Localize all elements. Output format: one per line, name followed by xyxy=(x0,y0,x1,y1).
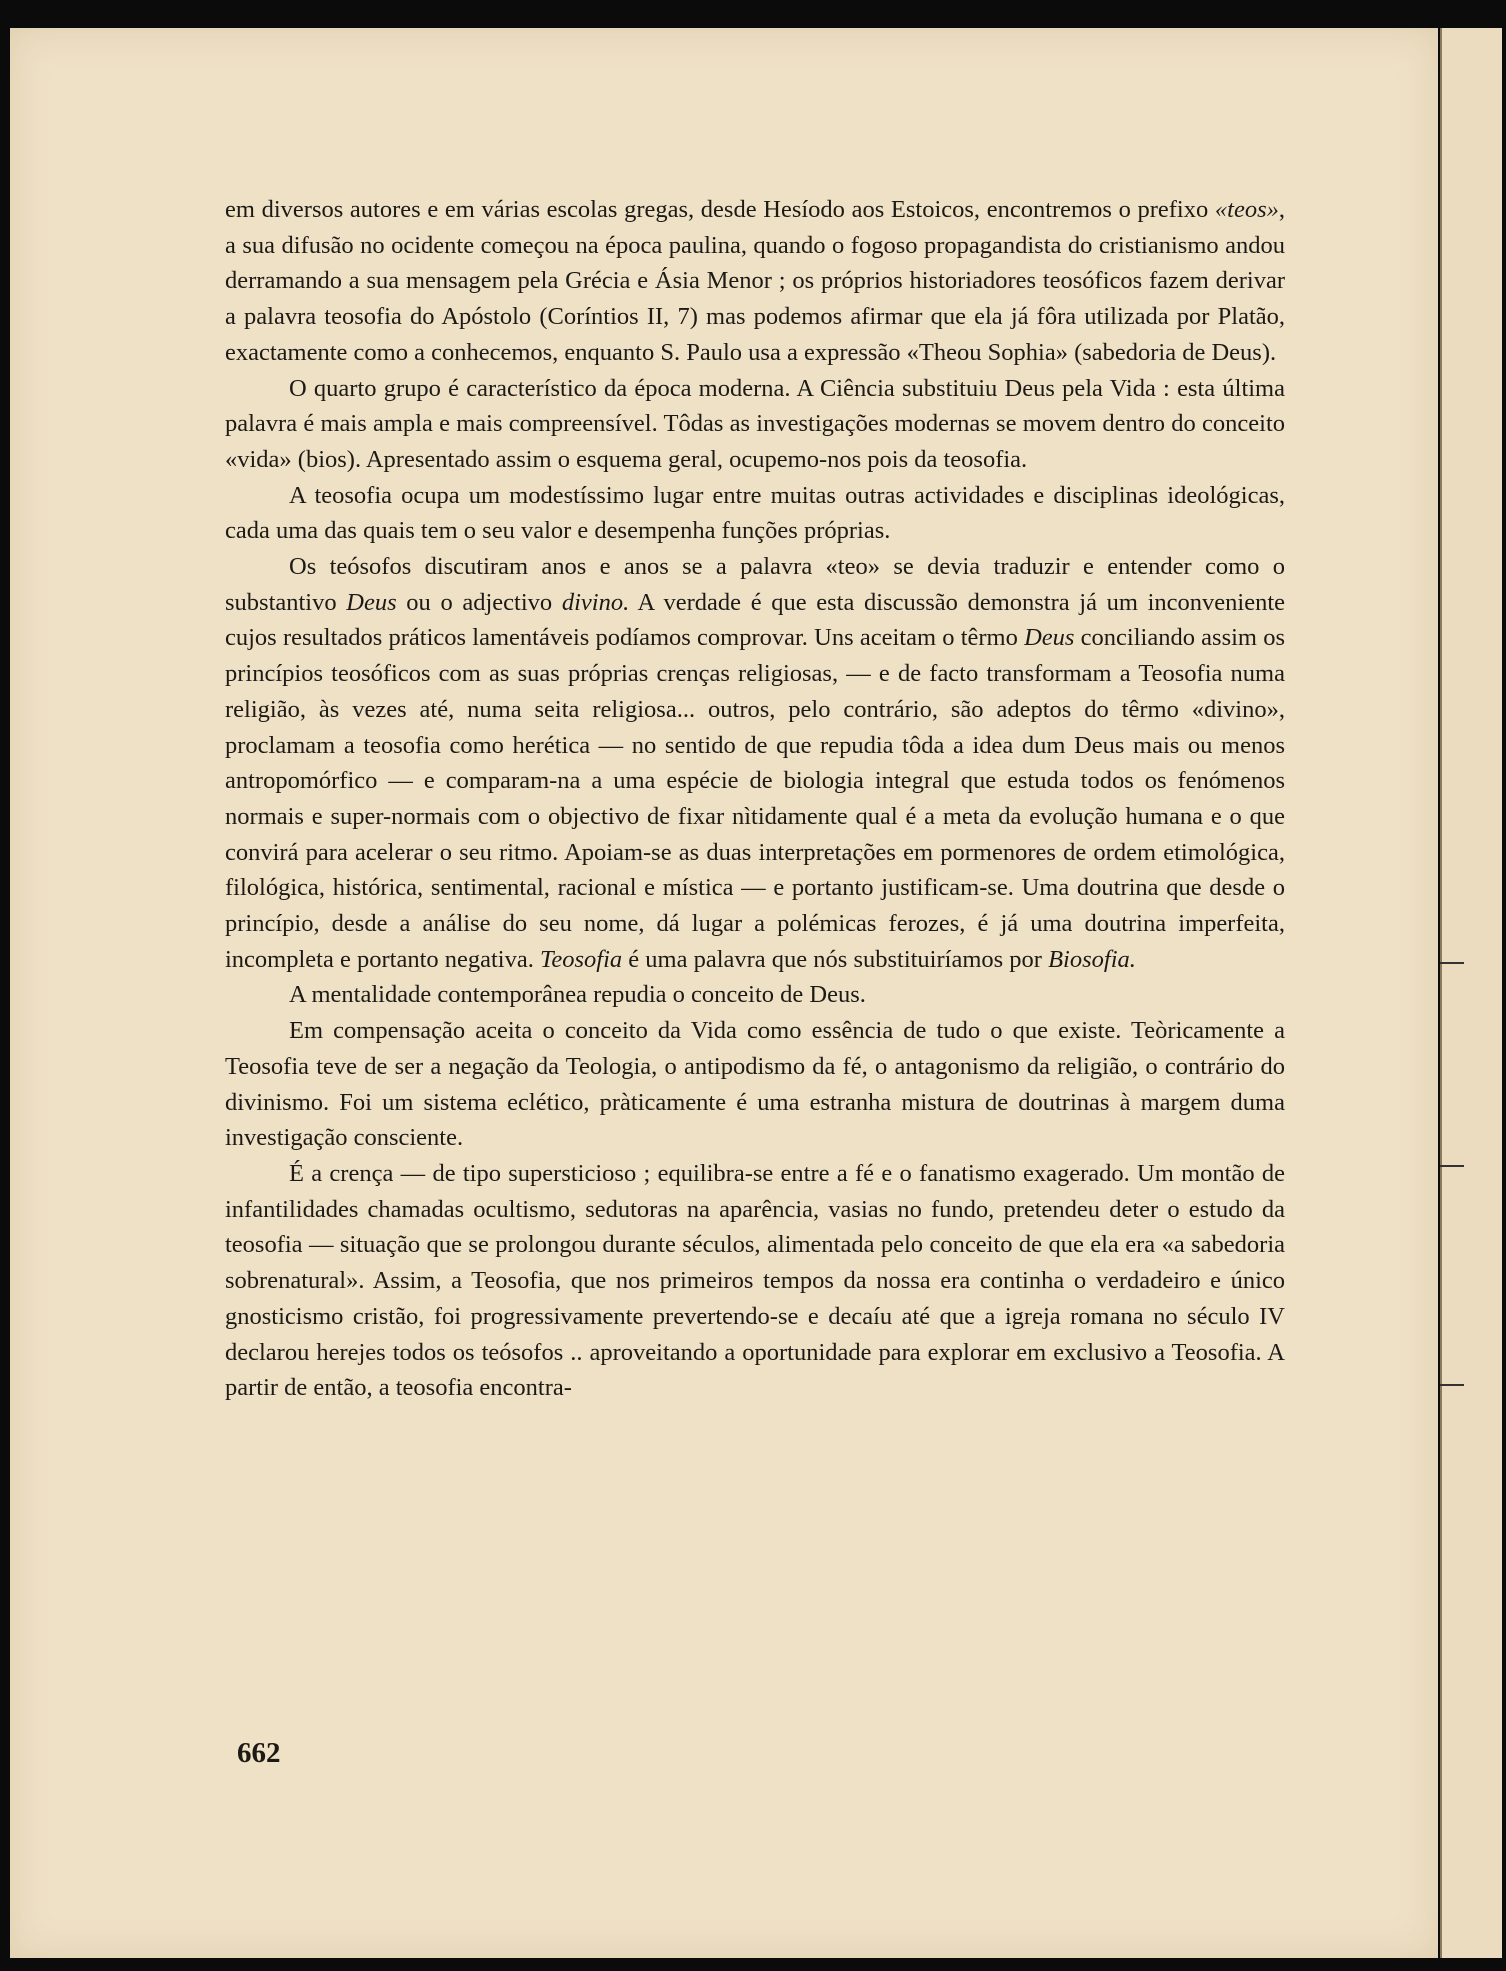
text-run: é uma palavra que nós substituiríamos por xyxy=(622,945,1049,973)
italic-text: Deus xyxy=(346,588,397,616)
italic-text: Teosofia xyxy=(539,945,623,973)
text-run: A mentalidade contemporânea repudia o conceito de Deus. xyxy=(289,981,866,1009)
edge-mark xyxy=(1440,962,1464,964)
paragraph xyxy=(225,1156,1285,1406)
italic-text: Biosofia. xyxy=(1048,945,1136,973)
italic-text: Deus xyxy=(1024,624,1075,652)
text-run: , a sua difusão no ocidente começou na época paulina, quando o fogoso propagandista do cristianismo andou derramando a sua mensagem pela Grécia e Ásia Menor ; os próprios historiadores teosóficos fazem derivar a palavra teosofia do Apóstolo (Coríntios II, 7) mas podemos afirmar que ela já fôra utilizada por Platão, exactamente como a conhecemos, enquanto S. Paulo usa a expressão «Theou Sophia» (sabedoria de Deus). xyxy=(225,196,1285,366)
text-run: Os teósofos discutiram anos e anos se a palavra «teo» se devia traduzir e entender como o substantivo xyxy=(225,553,1285,616)
italic-text: «teos» xyxy=(1214,196,1279,223)
edge-mark xyxy=(1440,1384,1464,1386)
paragraph xyxy=(225,192,1285,371)
adjacent-page-edge xyxy=(1440,28,1502,1958)
page-number: 662 xyxy=(237,1737,281,1769)
text-run: conciliando assim os princípios teosóficos com as suas próprias crenças religiosas, — e de facto transformam a Teosofia numa religião, às vezes até, numa seita religiosa... outros, pelo contrário, são adeptos do têrmo «divino», proclamam a teosofia como herética — no sentido de que repudia tôda a idea dum Deus mais ou menos antropomórfico — e comparam-na a uma espécie de biologia integral que estuda todos os fenómenos normais e super-normais com o objectivo de fixar nìtidamente qual é a meta da evolução humana e o que convirá para acelerar o seu ritmo. Apoiam-se as duas interpretações em pormenores de ordem etimológica, filológica, histórica, sentimental, racional e mística — e portanto justificam-se. Uma doutrina que desde o princípio, desde a análise do seu nome, dá lugar a polémicas ferozes, é já uma doutrina imperfeita, incompleta e portanto negativa. xyxy=(225,624,1285,973)
paragraph xyxy=(225,549,1285,977)
text-run: em diversos autores e em várias escolas gregas, desde Hesíodo aos Estoicos, encontremos o prefixo xyxy=(225,196,1215,223)
text-run: ou o adjectivo xyxy=(396,588,562,616)
italic-text: divino. xyxy=(561,588,630,616)
text-run: A teosofia ocupa um modestíssimo lugar entre muitas outras actividades e disciplinas ideológicas, cada uma das quais tem o seu valor e desempenha funções próprias. xyxy=(225,481,1285,545)
body-text xyxy=(225,192,1285,1406)
paragraph xyxy=(225,1013,1285,1156)
text-run: É a crença — de tipo supersticioso ; equilibra-se entre a fé e o fanatismo exagerado. Um montão de infantilidades chamadas ocultismo, sedutoras na aparência, vasias no fundo, pretendeu deter o estudo da teosofia — situação que se prolongou durante séculos, alimentada pelo conceito de que ela era «a sabedoria sobrenatural». Assim, a Teosofia, que nos primeiros tempos da nossa era continha o verdadeiro e único gnosticismo cristão, foi progressivamente prevertendo-se e decaíu até que a igreja romana no século IV declarou herejes todos os teósofos .. aproveitando a oportunidade para explorar em exclusivo a Teosofia. A partir de então, a teosofia encontra- xyxy=(225,1159,1285,1402)
text-run: Em compensação aceita o conceito da Vida como essência de tudo o que existe. Teòricamente a Teosofia teve de ser a negação da Teologia, o antipodismo da fé, o antagonismo da religião, o contrário do divinismo. Foi um sistema eclético, pràticamente é uma estranha mistura de doutrinas à margem duma investigação consciente. xyxy=(225,1017,1285,1152)
paragraph xyxy=(225,977,1285,1013)
paragraph xyxy=(225,371,1285,478)
paragraph xyxy=(225,478,1285,549)
text-run: O quarto grupo é característico da época moderna. A Ciência substituiu Deus pela Vida : esta última palavra é mais ampla e mais compreensível. Tôdas as investigações modernas se movem dentro do conceito «vida» (bios). Apresentado assim o esquema geral, ocupemo-nos pois da teosofia. xyxy=(225,374,1285,473)
edge-mark xyxy=(1440,1165,1464,1167)
text-run: A verdade é que esta discussão demonstra já um inconveniente cujos resultados práticos lamentáveis podíamos comprovar. Uns aceitam o têrmo xyxy=(225,588,1286,652)
